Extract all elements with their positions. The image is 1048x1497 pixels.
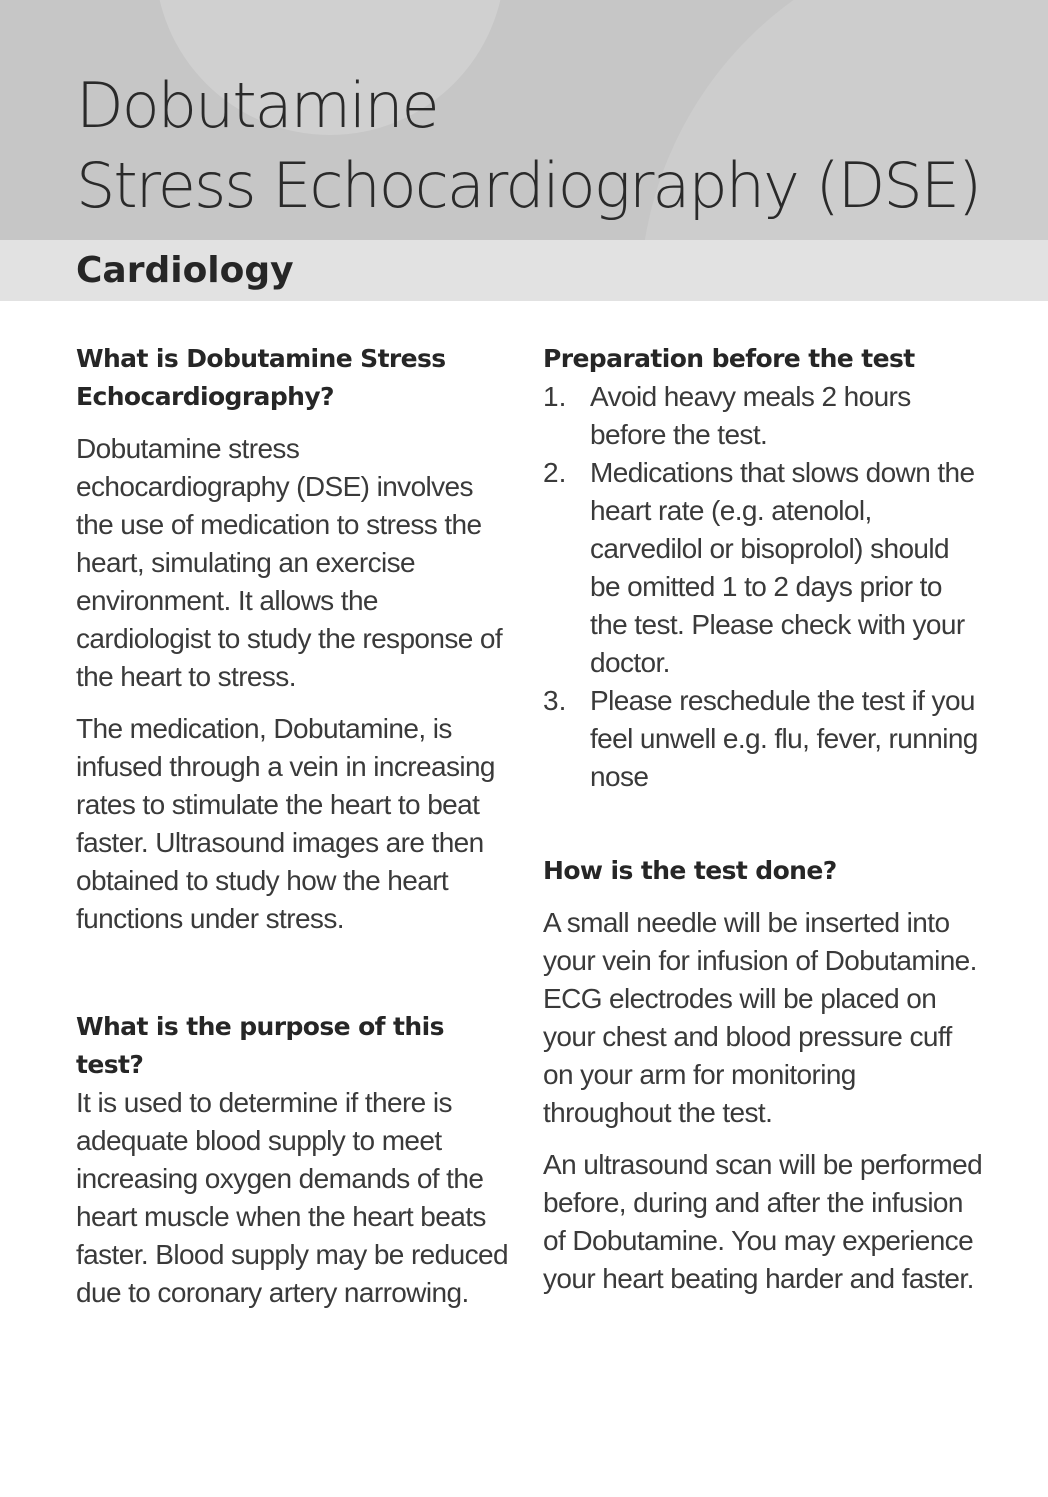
list-text: Medications that slows down the heart rate (e.g. atenolol, carvedilol or bisoprolol) should be omitted 1 to 2 days prior to the test. Please check with your doctor. <box>590 457 975 678</box>
section-heading: How is the test done? <box>543 856 837 885</box>
title-line-2: Stress Echocardiography (DSE) <box>76 149 981 222</box>
section-heading: What is the purpose of this test? <box>76 1012 444 1079</box>
title-line-1: Dobutamine <box>76 69 438 142</box>
list-item <box>543 682 983 796</box>
section-preparation <box>543 340 983 796</box>
section-what-is <box>76 340 516 938</box>
list-number: 3. <box>543 685 567 716</box>
section-how-done <box>543 852 983 1298</box>
preparation-list <box>543 378 983 796</box>
heading-line-2: Echocardiography? <box>76 382 334 411</box>
page-title <box>76 66 980 226</box>
department-label: Cardiology <box>76 250 294 291</box>
right-column <box>543 340 983 1298</box>
section-heading <box>76 340 516 416</box>
section-heading: Preparation before the test <box>543 344 915 373</box>
list-item <box>543 454 983 682</box>
list-number: 1. <box>543 381 567 412</box>
paragraph: The medication, Dobutamine, is infused through a vein in increasing rates to stimulate the heart to beat faster. Ultrasound images are then obtained to study how the heart functions under stress. <box>76 713 495 934</box>
left-column <box>76 340 516 1312</box>
heading-line-1: What is Dobutamine Stress <box>76 344 446 373</box>
section-purpose <box>76 1008 516 1312</box>
paragraph: It is used to determine if there is adequate blood supply to meet increasing oxygen demands of the heart muscle when the heart beats faster. Blood supply may be reduced due to coronary artery narrowing. <box>76 1087 508 1308</box>
paragraph: Dobutamine stress echocardiography (DSE) involves the use of medication to stress the heart, simulating an exercise environment. It allows the cardiologist to study the response of the heart to stress. <box>76 433 503 692</box>
list-text: Avoid heavy meals 2 hours before the test. <box>590 381 911 450</box>
list-item <box>543 378 983 454</box>
list-text: Please reschedule the test if you feel unwell e.g. flu, fever, running nose <box>590 685 978 792</box>
list-number: 2. <box>543 457 567 488</box>
paragraph: An ultrasound scan will be performed before, during and after the infusion of Dobutamine. You may experience your heart beating harder and faster. <box>543 1149 983 1294</box>
paragraph: A small needle will be inserted into your vein for infusion of Dobutamine. ECG electrodes will be placed on your chest and blood pressure cuff on your arm for monitoring throughout the test. <box>543 907 977 1128</box>
